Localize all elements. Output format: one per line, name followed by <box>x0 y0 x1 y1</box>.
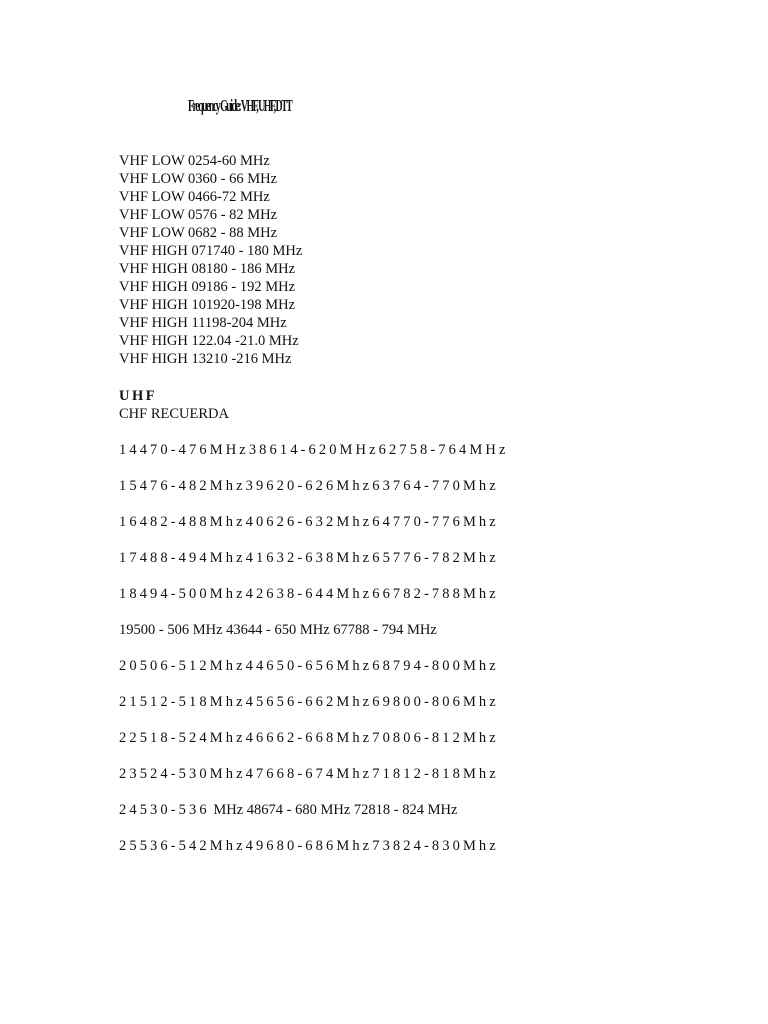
list-item: VHF HIGH 071740 - 180 MHz <box>119 243 303 259</box>
list-item: VHF LOW 0466-72 MHz <box>119 189 270 205</box>
list-item: VHF LOW 0254-60 MHz <box>119 153 270 169</box>
list-item: VHF LOW 0576 - 82 MHz <box>119 207 278 223</box>
list-item: 21512-518Mhz45656-662Mhz69800-806Mhz <box>119 694 499 710</box>
uhf-heading: UHF <box>119 388 158 404</box>
list-item: 18494-500Mhz42638-644Mhz66782-788Mhz <box>119 586 499 602</box>
list-item: VHF HIGH 101920-198 MHz <box>119 297 296 313</box>
vhf-channel-list <box>119 152 302 368</box>
list-item: 23524-530Mhz47668-674Mhz71812-818Mhz <box>119 766 499 782</box>
list-item-rest: MHz 48674 - 680 MHz 72818 - 824 MHz <box>213 802 458 818</box>
list-item: VHF HIGH 13210 -216 MHz <box>119 351 292 367</box>
list-item: VHF HIGH 08180 - 186 MHz <box>119 261 296 277</box>
list-item: 19500 - 506 MHz 43644 - 650 MHz 67788 - 794 MHz <box>119 622 437 638</box>
list-item: 22518-524Mhz46662-668Mhz70806-812Mhz <box>119 730 499 746</box>
list-item: 14470-476MHz38614-620MHz62758-764MHz <box>119 442 509 458</box>
list-item: VHF LOW 0682 - 88 MHz <box>119 225 278 241</box>
list-item: 20506-512Mhz44650-656Mhz68794-800Mhz <box>119 658 499 674</box>
list-item: VHF HIGH 09186 - 192 MHz <box>119 279 296 295</box>
list-item: 17488-494Mhz41632-638Mhz65776-782Mhz <box>119 550 499 566</box>
list-item: VHF HIGH 122.04 -21.0 MHz <box>119 333 299 349</box>
uhf-channel-list <box>119 441 509 873</box>
uhf-subheading: CHF RECUERDA <box>119 406 229 422</box>
document-title: Frequency Guide: VHF, UHF, DTT <box>188 96 292 115</box>
list-item: 16482-488Mhz40626-632Mhz64770-776Mhz <box>119 514 499 530</box>
list-item-channel: 24530-536 <box>119 802 210 818</box>
list-item: 25536-542Mhz49680-686Mhz73824-830Mhz <box>119 838 499 854</box>
list-item <box>119 801 509 837</box>
list-item: VHF LOW 0360 - 66 MHz <box>119 171 278 187</box>
list-item: 15476-482Mhz39620-626Mhz63764-770Mhz <box>119 478 499 494</box>
list-item: VHF HIGH 11198-204 MHz <box>119 315 287 331</box>
